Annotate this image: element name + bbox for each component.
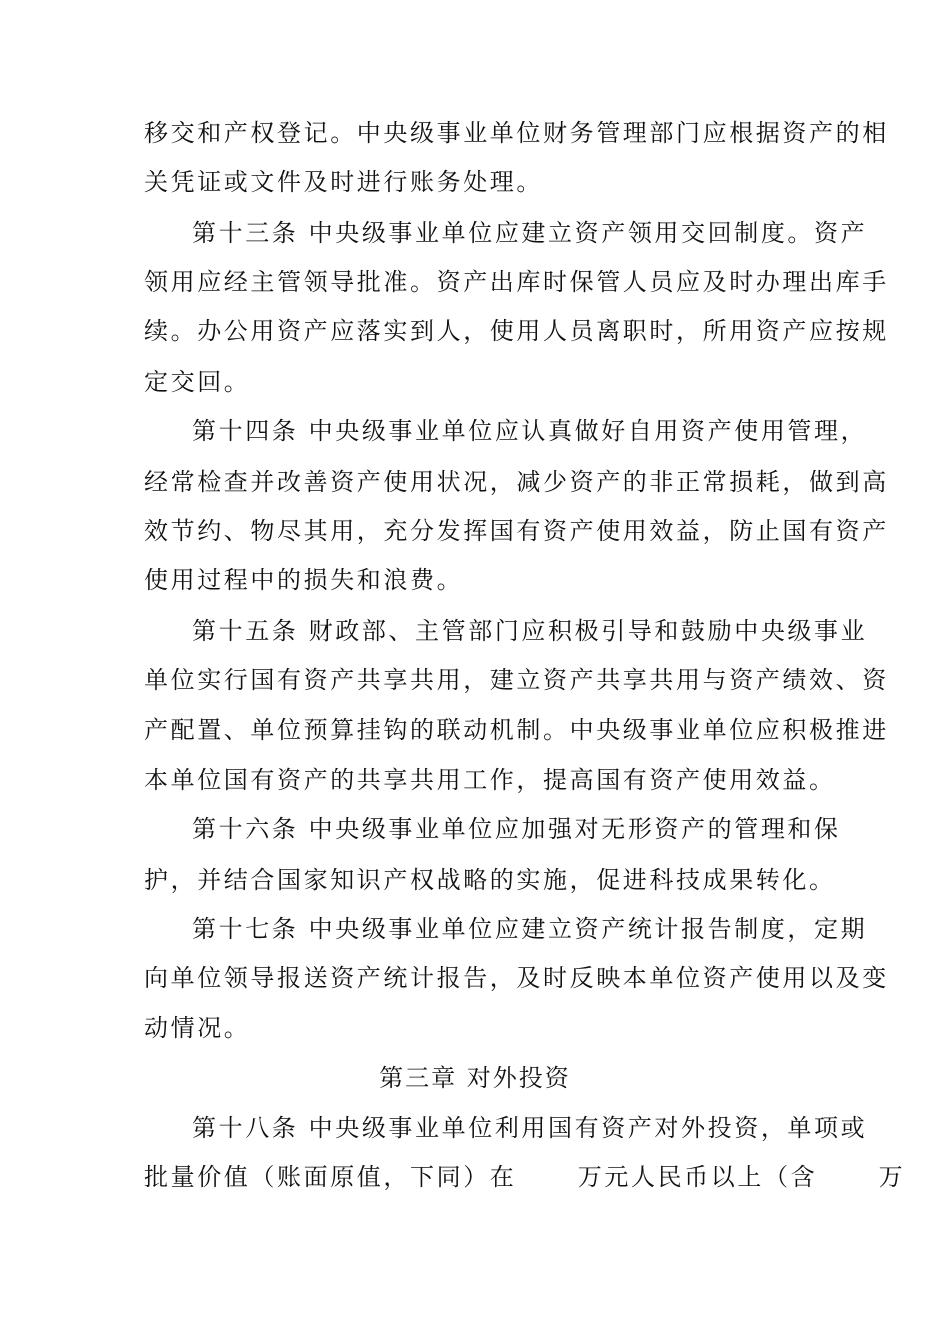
text-line: 动情况。 <box>144 1014 251 1042</box>
chapter-heading: 第三章 对外投资 <box>379 1064 571 1092</box>
text-line: 经常检查并改善资产使用状况，减少资产的非正常损耗，做到高 <box>144 468 889 496</box>
text-line: 续。办公用资产应落实到人，使用人员离职时，所用资产应按规 <box>144 317 889 345</box>
article-14-line: 第十四条 中央级事业单位应认真做好自用资产使用管理， <box>192 417 868 445</box>
text-line: 效节约、物尽其用，充分发挥国有资产使用效益，防止国有资产 <box>144 517 889 545</box>
text-line: 向单位领导报送资产统计报告，及时反映本单位资产使用以及变 <box>144 964 889 992</box>
text-segment: 批量价值（账面原值，下同）在 <box>144 1163 517 1191</box>
text-line: 关凭证或文件及时进行账务处理。 <box>144 168 543 196</box>
text-line: 产配置、单位预算挂钩的联动机制。中央级事业单位应积极推进 <box>144 716 889 744</box>
text-line: 单位实行国有资产共享共用，建立资产共享共用与资产绩效、资 <box>144 666 889 694</box>
text-segment: 万元人民币以上（含 <box>577 1163 818 1191</box>
article-17-line: 第十七条 中央级事业单位应建立资产统计报告制度，定期 <box>192 915 868 943</box>
text-line: 护，并结合国家知识产权战略的实施，促进科技成果转化。 <box>144 866 836 894</box>
article-18-line: 第十八条 中央级事业单位利用国有资产对外投资，单项或 <box>192 1114 868 1142</box>
article-15-line: 第十五条 财政部、主管部门应积极引导和鼓励中央级事业 <box>192 617 868 645</box>
text-segment: 万 <box>878 1163 906 1191</box>
text-line: 领用应经主管领导批准。资产出库时保管人员应及时办理出库手 <box>144 268 889 296</box>
text-line-with-blanks <box>144 1161 905 1193</box>
blank-space <box>516 1163 577 1191</box>
article-13-line: 第十三条 中央级事业单位应建立资产领用交回制度。资产 <box>192 219 868 247</box>
article-16-line: 第十六条 中央级事业单位应加强对无形资产的管理和保 <box>192 815 841 843</box>
text-line: 本单位国有资产的共享共用工作，提高国有资产使用效益。 <box>144 766 836 794</box>
text-line: 定交回。 <box>144 368 251 396</box>
text-line: 使用过程中的损失和浪费。 <box>144 566 464 594</box>
blank-space <box>817 1163 878 1191</box>
text-line: 移交和产权登记。中央级事业单位财务管理部门应根据资产的相 <box>144 119 889 147</box>
